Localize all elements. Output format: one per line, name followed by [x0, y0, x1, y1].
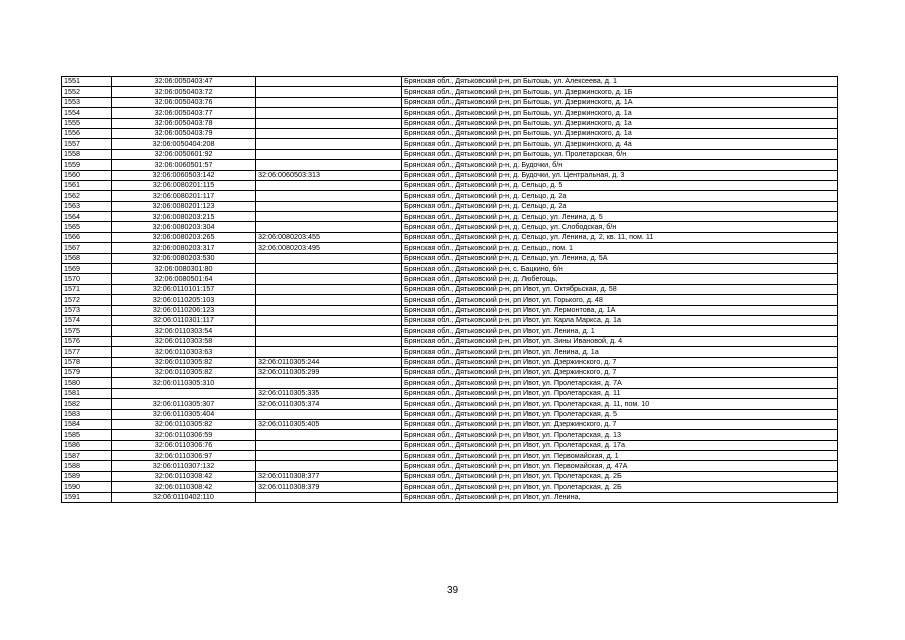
- parent-cadastral-number-cell: [256, 461, 402, 471]
- address-cell: Брянская обл., Дятьковский р-н, рп Ивот, ул. Дзержинского, д. 7: [402, 357, 838, 367]
- address-cell: Брянская обл., Дятьковский р-н, рп Ивот, ул. Пролетарская, д. 2Б: [402, 482, 838, 492]
- parent-cadastral-number-cell: [256, 492, 402, 502]
- cadastral-number-cell: 32:06:0110305:82: [112, 367, 256, 377]
- parent-cadastral-number-cell: [256, 440, 402, 450]
- address-cell: Брянская обл., Дятьковский р-н, рп Бытошь, ул. Алексеева, д. 1: [402, 77, 838, 87]
- parent-cadastral-number-cell: 32:06:0080203:495: [256, 243, 402, 253]
- row-number-cell: 1572: [62, 295, 112, 305]
- row-number-cell: 1590: [62, 482, 112, 492]
- parent-cadastral-number-cell: [256, 295, 402, 305]
- table-row: [62, 430, 838, 440]
- address-cell: Брянская обл., Дятьковский р-н, рп Ивот, ул. Лермонтова, д. 1А: [402, 305, 838, 315]
- parent-cadastral-number-cell: [256, 378, 402, 388]
- address-cell: Брянская обл., Дятьковский р-н, д. Сельцо,, пом. 1: [402, 243, 838, 253]
- cadastral-number-cell: 32:06:0050403:72: [112, 87, 256, 97]
- row-number-cell: 1569: [62, 264, 112, 274]
- row-number-cell: 1575: [62, 326, 112, 336]
- address-cell: Брянская обл., Дятьковский р-н, д. Сельцо, ул. Ленина, д. 5А: [402, 253, 838, 263]
- address-cell: Брянская обл., Дятьковский р-н, д. Сельцо, д. 5: [402, 180, 838, 190]
- cadastral-number-cell: 32:06:0080201:115: [112, 180, 256, 190]
- row-number-cell: 1584: [62, 419, 112, 429]
- table-row: [62, 419, 838, 429]
- row-number-cell: 1577: [62, 347, 112, 357]
- parent-cadastral-number-cell: [256, 97, 402, 107]
- row-number-cell: 1591: [62, 492, 112, 502]
- table-row: [62, 399, 838, 409]
- table-row: [62, 160, 838, 170]
- parent-cadastral-number-cell: [256, 274, 402, 284]
- cadastral-number-cell: 32:06:0110101:157: [112, 284, 256, 294]
- table-row: [62, 482, 838, 492]
- cadastral-number-cell: 32:06:0110206:123: [112, 305, 256, 315]
- cadastral-number-cell: 32:06:0050403:76: [112, 97, 256, 107]
- parent-cadastral-number-cell: 32:06:0110305:374: [256, 399, 402, 409]
- table-row: [62, 440, 838, 450]
- address-cell: Брянская обл., Дятьковский р-н, рп Бытошь, ул. Пролетарская, б/н: [402, 149, 838, 159]
- table-row: [62, 326, 838, 336]
- table-row: [62, 108, 838, 118]
- address-cell: Брянская обл., Дятьковский р-н, рп Ивот, ул. Пролетарская, д. 5: [402, 409, 838, 419]
- cadastral-number-cell: [112, 388, 256, 398]
- cadastral-number-cell: 32:06:0110306:59: [112, 430, 256, 440]
- cadastral-number-cell: 32:06:0110306:97: [112, 451, 256, 461]
- row-number-cell: 1559: [62, 160, 112, 170]
- address-cell: Брянская обл., Дятьковский р-н, рп Бытошь, ул. Дзержинского, д. 1Б: [402, 87, 838, 97]
- table-row: [62, 367, 838, 377]
- cadastral-number-cell: 32:06:0110305:404: [112, 409, 256, 419]
- row-number-cell: 1576: [62, 336, 112, 346]
- parent-cadastral-number-cell: [256, 409, 402, 419]
- address-cell: Брянская обл., Дятьковский р-н, рп Ивот, ул. Октябрьская, д. 58: [402, 284, 838, 294]
- row-number-cell: 1566: [62, 232, 112, 242]
- table-row: [62, 149, 838, 159]
- row-number-cell: 1581: [62, 388, 112, 398]
- table-row: [62, 274, 838, 284]
- row-number-cell: 1561: [62, 180, 112, 190]
- row-number-cell: 1583: [62, 409, 112, 419]
- table-row: [62, 264, 838, 274]
- parent-cadastral-number-cell: [256, 108, 402, 118]
- address-cell: Брянская обл., Дятьковский р-н, рп Ивот, ул. Горького, д. 48: [402, 295, 838, 305]
- table-row: [62, 180, 838, 190]
- cadastral-number-cell: 32:06:0110303:63: [112, 347, 256, 357]
- parent-cadastral-number-cell: [256, 201, 402, 211]
- row-number-cell: 1558: [62, 149, 112, 159]
- cadastral-number-cell: 32:06:0050601:92: [112, 149, 256, 159]
- parent-cadastral-number-cell: [256, 264, 402, 274]
- table-row: [62, 77, 838, 87]
- address-cell: Брянская обл., Дятьковский р-н, рп Ивот, ул. Пролетарская, д. 17а: [402, 440, 838, 450]
- parent-cadastral-number-cell: [256, 149, 402, 159]
- table-row: [62, 87, 838, 97]
- row-number-cell: 1580: [62, 378, 112, 388]
- parent-cadastral-number-cell: [256, 180, 402, 190]
- address-cell: Брянская обл., Дятьковский р-н, рп Ивот, ул. Ленина, д. 1: [402, 326, 838, 336]
- cadastral-number-cell: 32:06:0110308:42: [112, 471, 256, 481]
- cadastral-number-cell: 32:06:0080203:304: [112, 222, 256, 232]
- table-row: [62, 336, 838, 346]
- address-cell: Брянская обл., Дятьковский р-н, д. Сельцо, ул. Ленина, д. 2, кв. 11, пом. 11: [402, 232, 838, 242]
- cadastral-number-cell: 32:06:0110305:310: [112, 378, 256, 388]
- table-row: [62, 295, 838, 305]
- row-number-cell: 1573: [62, 305, 112, 315]
- table-row: [62, 243, 838, 253]
- parent-cadastral-number-cell: 32:06:0110305:299: [256, 367, 402, 377]
- cadastral-number-cell: 32:06:0110305:82: [112, 419, 256, 429]
- cadastral-number-cell: 32:06:0110301:117: [112, 315, 256, 325]
- row-number-cell: 1564: [62, 212, 112, 222]
- table-row: [62, 492, 838, 502]
- parent-cadastral-number-cell: [256, 451, 402, 461]
- row-number-cell: 1578: [62, 357, 112, 367]
- row-number-cell: 1567: [62, 243, 112, 253]
- address-cell: Брянская обл., Дятьковский р-н, рп Ивот, ул. Первомайская, д. 47А: [402, 461, 838, 471]
- address-cell: Брянская обл., Дятьковский р-н, рп Бытошь, ул. Дзержинского, д. 1а: [402, 128, 838, 138]
- table-row: [62, 357, 838, 367]
- address-cell: Брянская обл., Дятьковский р-н, д. Сельцо, ул. Ленина, д. 5: [402, 212, 838, 222]
- row-number-cell: 1563: [62, 201, 112, 211]
- table-row: [62, 461, 838, 471]
- row-number-cell: 1554: [62, 108, 112, 118]
- parent-cadastral-number-cell: [256, 315, 402, 325]
- table-row: [62, 305, 838, 315]
- table-row: [62, 409, 838, 419]
- cadastral-number-cell: 32:06:0080201:117: [112, 191, 256, 201]
- table-row: [62, 170, 838, 180]
- page-number: 39: [446, 585, 459, 596]
- cadastral-number-cell: 32:06:0080203:317: [112, 243, 256, 253]
- row-number-cell: 1557: [62, 139, 112, 149]
- parent-cadastral-number-cell: 32:06:0080203:455: [256, 232, 402, 242]
- cadastral-number-cell: 32:06:0110303:54: [112, 326, 256, 336]
- parent-cadastral-number-cell: [256, 77, 402, 87]
- address-cell: Брянская обл., Дятьковский р-н, рп Ивот, ул. Дзержинского, д. 7: [402, 367, 838, 377]
- cadastral-number-cell: 32:06:0110307:132: [112, 461, 256, 471]
- cadastral-number-cell: 32:06:0050403:79: [112, 128, 256, 138]
- row-number-cell: 1570: [62, 274, 112, 284]
- parent-cadastral-number-cell: [256, 284, 402, 294]
- row-number-cell: 1585: [62, 430, 112, 440]
- cadastral-number-cell: 32:06:0050403:77: [112, 108, 256, 118]
- row-number-cell: 1586: [62, 440, 112, 450]
- table-row: [62, 471, 838, 481]
- cadastral-number-cell: 32:06:0080203:215: [112, 212, 256, 222]
- address-cell: Брянская обл., Дятьковский р-н, рп Бытошь, ул. Дзержинского, д. 1а: [402, 108, 838, 118]
- table-row: [62, 451, 838, 461]
- row-number-cell: 1588: [62, 461, 112, 471]
- table-row: [62, 253, 838, 263]
- table-row: [62, 128, 838, 138]
- address-cell: Брянская обл., Дятьковский р-н, рп Ивот, ул. Пролетарская, д. 11, пом. 10: [402, 399, 838, 409]
- address-cell: Брянская обл., Дятьковский р-н, д. Сельцо, д. 2а: [402, 201, 838, 211]
- parent-cadastral-number-cell: [256, 326, 402, 336]
- table-row: [62, 201, 838, 211]
- address-cell: Брянская обл., Дятьковский р-н, д. Сельцо, д. 2а: [402, 191, 838, 201]
- parent-cadastral-number-cell: [256, 222, 402, 232]
- property-registry-table: [61, 76, 838, 503]
- table-row: [62, 232, 838, 242]
- table-row: [62, 212, 838, 222]
- cadastral-number-cell: 32:06:0080301:80: [112, 264, 256, 274]
- cadastral-number-cell: 32:06:0050403:78: [112, 118, 256, 128]
- address-cell: Брянская обл., Дятьковский р-н, рп Ивот, ул. Пролетарская, д. 11: [402, 388, 838, 398]
- address-cell: Брянская обл., Дятьковский р-н, рп Бытошь, ул. Дзержинского, д. 1а: [402, 118, 838, 128]
- table-row: [62, 347, 838, 357]
- parent-cadastral-number-cell: 32:06:0110305:244: [256, 357, 402, 367]
- address-cell: Брянская обл., Дятьковский р-н, рп Ивот, ул. Ленина,: [402, 492, 838, 502]
- cadastral-number-cell: 32:06:0060501:57: [112, 160, 256, 170]
- table-row: [62, 118, 838, 128]
- address-cell: Брянская обл., Дятьковский р-н, рп Ивот, ул. Пролетарская, д. 13: [402, 430, 838, 440]
- parent-cadastral-number-cell: [256, 253, 402, 263]
- cadastral-number-cell: 32:06:0110205:103: [112, 295, 256, 305]
- row-number-cell: 1589: [62, 471, 112, 481]
- row-number-cell: 1579: [62, 367, 112, 377]
- row-number-cell: 1560: [62, 170, 112, 180]
- table-row: [62, 191, 838, 201]
- cadastral-number-cell: 32:06:0110303:58: [112, 336, 256, 346]
- address-cell: Брянская обл., Дятьковский р-н, д. Будочки, б/н: [402, 160, 838, 170]
- cadastral-number-cell: 32:06:0080203:265: [112, 232, 256, 242]
- table-row: [62, 139, 838, 149]
- address-cell: Брянская обл., Дятьковский р-н, рп Ивот, ул. Ленина, д. 1а: [402, 347, 838, 357]
- row-number-cell: 1552: [62, 87, 112, 97]
- row-number-cell: 1556: [62, 128, 112, 138]
- address-cell: Брянская обл., Дятьковский р-н, д. Будочки, ул. Центральная, д. 3: [402, 170, 838, 180]
- parent-cadastral-number-cell: [256, 191, 402, 201]
- row-number-cell: 1587: [62, 451, 112, 461]
- parent-cadastral-number-cell: [256, 128, 402, 138]
- parent-cadastral-number-cell: 32:06:0060503:313: [256, 170, 402, 180]
- row-number-cell: 1551: [62, 77, 112, 87]
- address-cell: Брянская обл., Дятьковский р-н, рп Ивот, ул. Пролетарская, д. 7А: [402, 378, 838, 388]
- registry-table-body: [62, 77, 838, 503]
- parent-cadastral-number-cell: [256, 305, 402, 315]
- row-number-cell: 1555: [62, 118, 112, 128]
- parent-cadastral-number-cell: [256, 139, 402, 149]
- cadastral-number-cell: 32:06:0080501:64: [112, 274, 256, 284]
- table-row: [62, 222, 838, 232]
- row-number-cell: 1571: [62, 284, 112, 294]
- address-cell: Брянская обл., Дятьковский р-н, рп Ивот, ул. Первомайская, д. 1: [402, 451, 838, 461]
- address-cell: Брянская обл., Дятьковский р-н, рп Бытошь, ул. Дзержинского, д. 1А: [402, 97, 838, 107]
- table-row: [62, 315, 838, 325]
- parent-cadastral-number-cell: 32:06:0110305:405: [256, 419, 402, 429]
- address-cell: Брянская обл., Дятьковский р-н, д. Любегощь,: [402, 274, 838, 284]
- parent-cadastral-number-cell: [256, 87, 402, 97]
- cadastral-number-cell: 32:06:0050404:208: [112, 139, 256, 149]
- row-number-cell: 1574: [62, 315, 112, 325]
- row-number-cell: 1568: [62, 253, 112, 263]
- row-number-cell: 1582: [62, 399, 112, 409]
- table-row: [62, 378, 838, 388]
- parent-cadastral-number-cell: [256, 118, 402, 128]
- row-number-cell: 1553: [62, 97, 112, 107]
- parent-cadastral-number-cell: 32:06:0110305:335: [256, 388, 402, 398]
- cadastral-number-cell: 32:06:0080201:123: [112, 201, 256, 211]
- address-cell: Брянская обл., Дятьковский р-н, рп Ивот, ул. Зины Ивановой, д. 4: [402, 336, 838, 346]
- table-row: [62, 388, 838, 398]
- parent-cadastral-number-cell: [256, 347, 402, 357]
- parent-cadastral-number-cell: 32:06:0110308:377: [256, 471, 402, 481]
- parent-cadastral-number-cell: [256, 212, 402, 222]
- address-cell: Брянская обл., Дятьковский р-н, рп Ивот, ул. Карла Маркса, д. 1а: [402, 315, 838, 325]
- cadastral-number-cell: 32:06:0080203:530: [112, 253, 256, 263]
- parent-cadastral-number-cell: [256, 336, 402, 346]
- cadastral-number-cell: 32:06:0110402:110: [112, 492, 256, 502]
- cadastral-number-cell: 32:06:0050403:47: [112, 77, 256, 87]
- parent-cadastral-number-cell: 32:06:0110308:379: [256, 482, 402, 492]
- cadastral-number-cell: 32:06:0110308:42: [112, 482, 256, 492]
- cadastral-number-cell: 32:06:0110306:76: [112, 440, 256, 450]
- address-cell: Брянская обл., Дятьковский р-н, рп Ивот, ул. Пролетарская, д. 2Б: [402, 471, 838, 481]
- parent-cadastral-number-cell: [256, 160, 402, 170]
- cadastral-number-cell: 32:06:0060503:142: [112, 170, 256, 180]
- cadastral-number-cell: 32:06:0110305:307: [112, 399, 256, 409]
- table-row: [62, 284, 838, 294]
- address-cell: Брянская обл., Дятьковский р-н, с. Бацкино, б/н: [402, 264, 838, 274]
- address-cell: Брянская обл., Дятьковский р-н, рп Ивот, ул. Дзержинского, д. 7: [402, 419, 838, 429]
- parent-cadastral-number-cell: [256, 430, 402, 440]
- row-number-cell: 1562: [62, 191, 112, 201]
- row-number-cell: 1565: [62, 222, 112, 232]
- address-cell: Брянская обл., Дятьковский р-н, д. Сельцо, ул. Слободская, б/н: [402, 222, 838, 232]
- cadastral-number-cell: 32:06:0110305:82: [112, 357, 256, 367]
- table-row: [62, 97, 838, 107]
- address-cell: Брянская обл., Дятьковский р-н, рп Бытошь, ул. Дзержинского, д. 4а: [402, 139, 838, 149]
